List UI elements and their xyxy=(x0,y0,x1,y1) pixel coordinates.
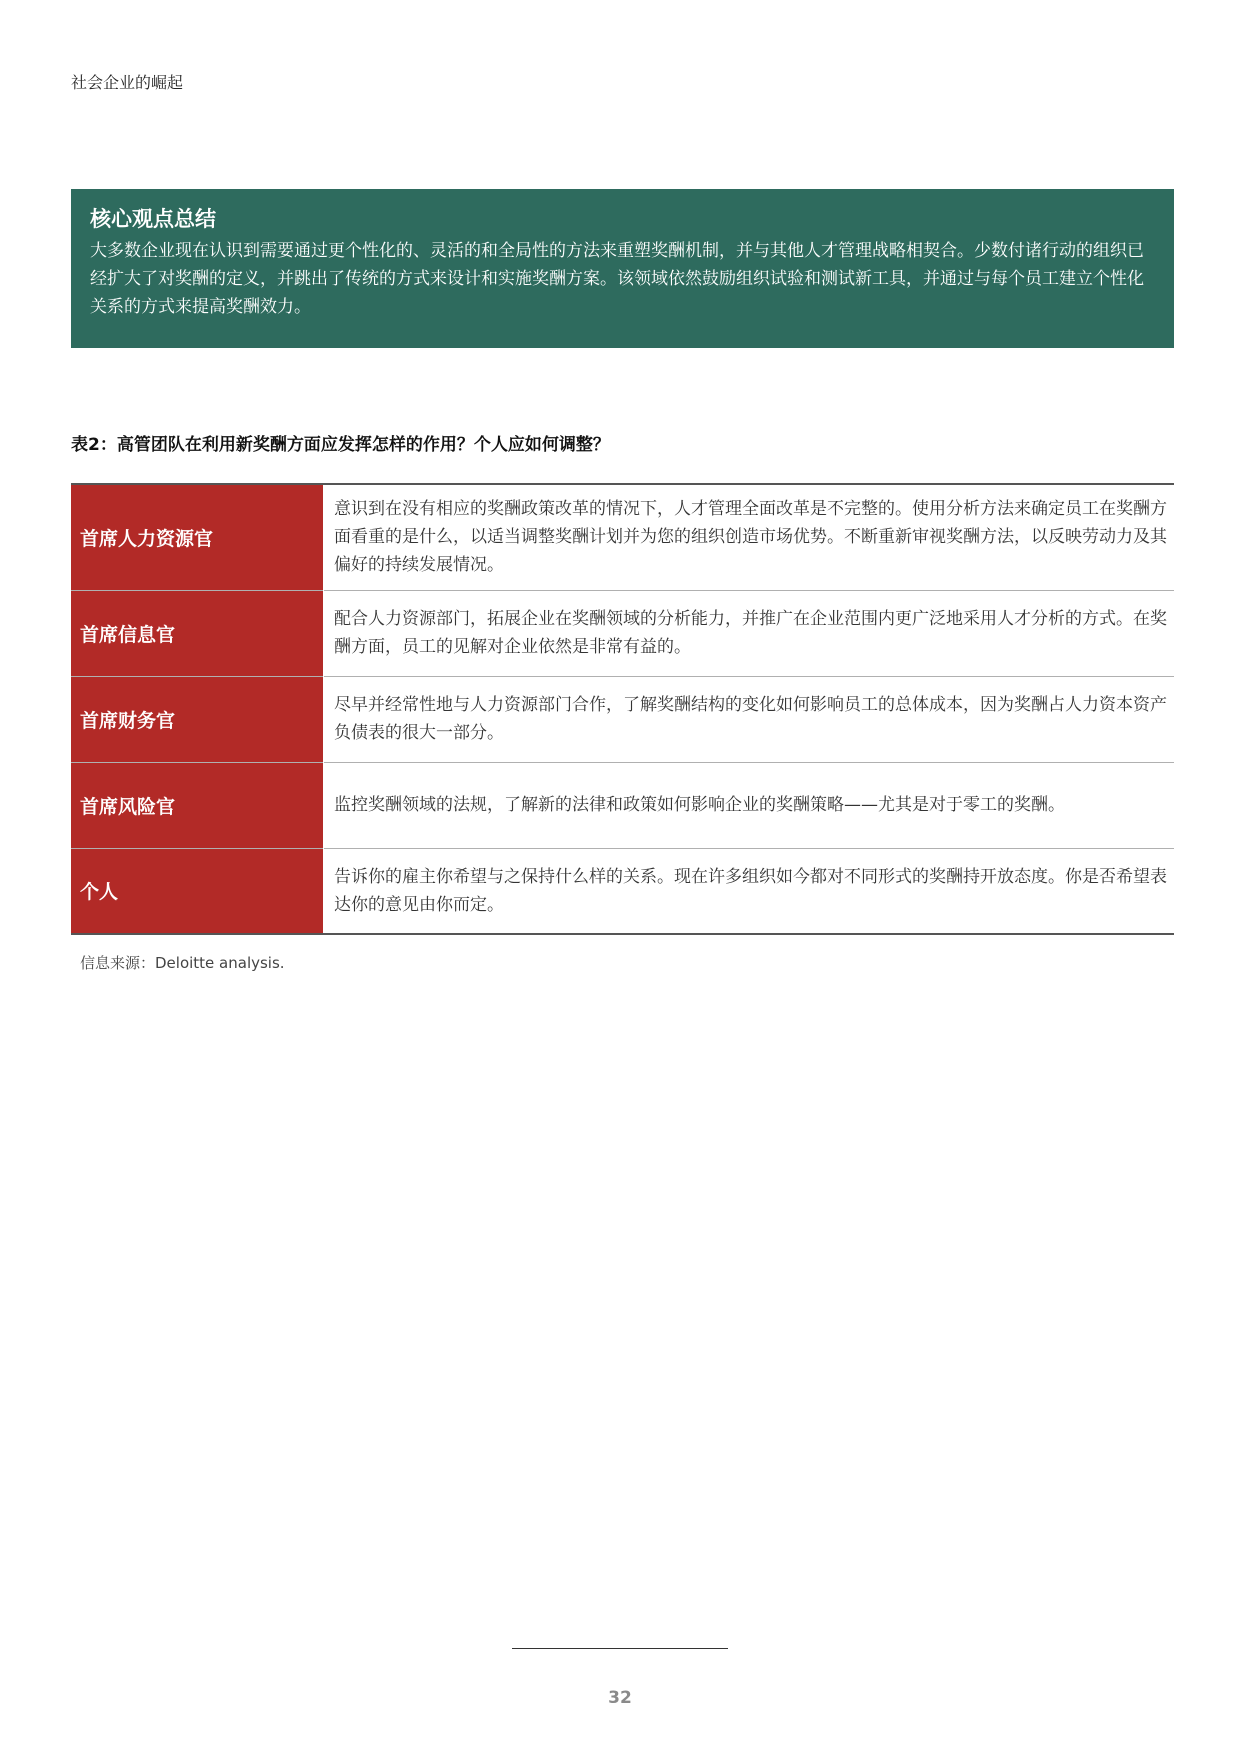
role-cell: 首席风险官 xyxy=(71,762,324,848)
role-description: 意识到在没有相应的奖酬政策改革的情况下，人才管理全面改革是不完整的。使用分析方法来确定员工在奖酬方面看重的是什么，以适当调整奖酬计划并为您的组织创造市场优势。不断重新审视奖酬方法，以反映劳动力及其偏好的持续发展情况。 xyxy=(334,499,1167,576)
table-row xyxy=(71,762,1174,848)
key-takeaways-title: 核心观点总结 xyxy=(90,207,216,231)
table-row xyxy=(71,484,1174,590)
role-description: 尽早并经常性地与人力资源部门合作，了解奖酬结构的变化如何影响员工的总体成本，因为奖酬占人力资本资产负债表的很大一部分。 xyxy=(334,695,1167,743)
role-description: 监控奖酬领域的法规，了解新的法律和政策如何影响企业的奖酬策略——尤其是对于零工的奖酬。 xyxy=(334,795,1065,815)
table-row xyxy=(71,590,1174,676)
role-cell: 首席人力资源官 xyxy=(71,484,324,590)
key-takeaways-box xyxy=(71,189,1174,348)
role-cell: 个人 xyxy=(71,848,324,934)
role-description: 配合人力资源部门，拓展企业在奖酬领域的分析能力，并推广在企业范围内更广泛地采用人才分析的方式。在奖酬方面，员工的见解对企业依然是非常有益的。 xyxy=(334,609,1167,657)
executive-roles-table xyxy=(71,483,1174,935)
role-cell: 首席信息官 xyxy=(71,590,324,676)
footer-divider xyxy=(512,1648,728,1649)
table-row xyxy=(71,676,1174,762)
role-description: 告诉你的雇主你希望与之保持什么样的关系。现在许多组织如今都对不同形式的奖酬持开放态度。你是否希望表达你的意见由你而定。 xyxy=(334,866,1167,915)
page-number: 32 xyxy=(608,1688,632,1708)
key-takeaways-body: 大多数企业现在认识到需要通过更个性化的、灵活的和全局性的方法来重塑奖酬机制，并与其他人才管理战略相契合。少数付诸行动的组织已经扩大了对奖酬的定义，并跳出了传统的方式来设计和实施奖酬方案。该领域依然鼓励组织试验和测试新工具，并通过与每个员工建立个性化关系的方式来提高奖酬效力。 xyxy=(90,241,1144,317)
source-note: 信息来源：Deloitte analysis. xyxy=(80,954,285,972)
running-header-title: 社会企业的崛起 xyxy=(71,73,184,92)
table-row xyxy=(71,848,1174,934)
role-cell: 首席财务官 xyxy=(71,676,324,762)
table-caption: 表2：高管团队在利用新奖酬方面应发挥怎样的作用？个人应如何调整？ xyxy=(71,435,610,455)
